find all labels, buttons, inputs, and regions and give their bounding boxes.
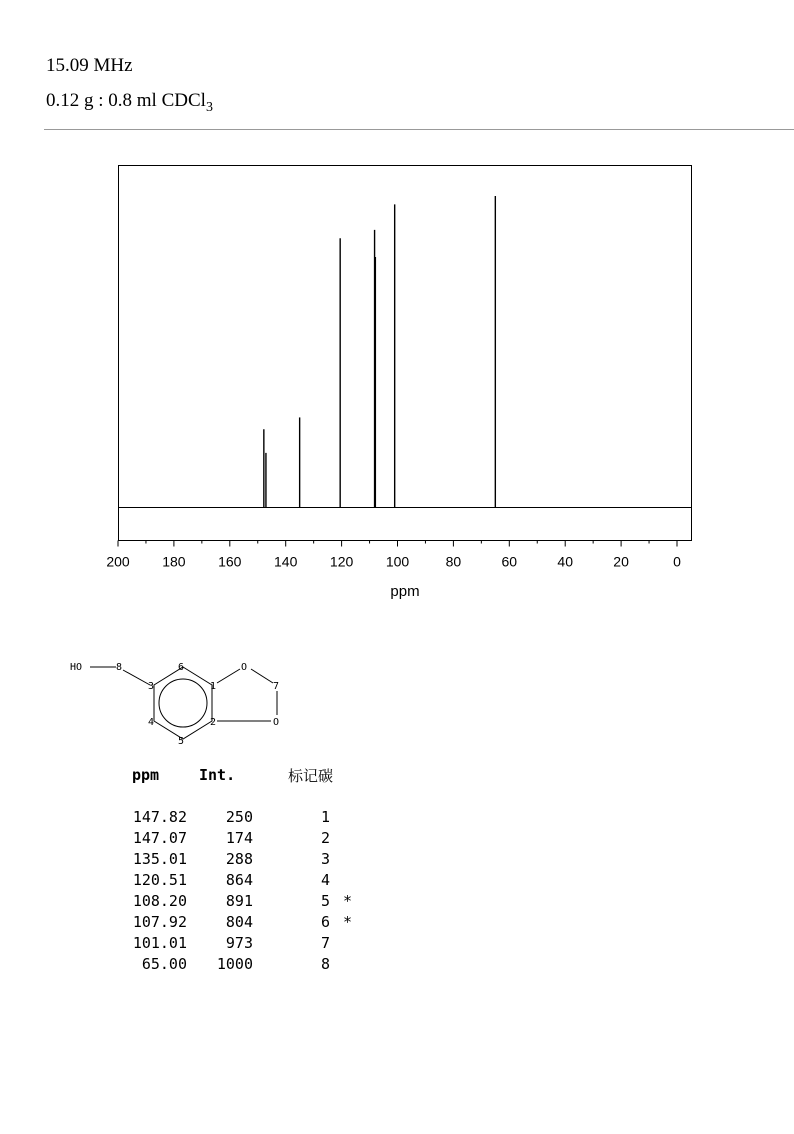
table-header-ppm: ppm [132, 766, 160, 784]
x-axis-label: ppm [390, 583, 420, 600]
x-tick-label: 160 [218, 553, 242, 570]
table-cell-carbon: 5 [321, 892, 331, 910]
table-cell-carbon: 2 [321, 829, 331, 847]
plot-frame [119, 166, 692, 541]
atom-o-bottom: O [273, 717, 280, 728]
x-tick-label: 140 [274, 553, 298, 570]
sample-text: 0.12 g : 0.8 ml CDCl [46, 90, 206, 111]
table-cell-intensity: 891 [225, 892, 253, 910]
table-cell-carbon: 3 [321, 850, 331, 868]
x-tick-label: 80 [445, 553, 462, 570]
spectrometer-frequency: 15.09 MHz [46, 55, 133, 76]
table-cell-intensity: 250 [225, 808, 253, 826]
bond-lines [90, 667, 280, 739]
bond-o-c7 [251, 669, 273, 683]
table-cell-carbon: 6 [321, 913, 331, 931]
aromatic-circle [159, 679, 207, 727]
atom-c8: 8 [116, 662, 123, 673]
table-header-carbon: 标记碳 [288, 767, 334, 785]
table-cell-intensity: 174 [225, 829, 253, 847]
atom-ho: HO [70, 662, 83, 673]
sample-concentration [46, 90, 213, 116]
table-cell-carbon: 1 [321, 808, 331, 826]
table-cell-mark: * [343, 892, 353, 910]
table-cell-ppm: 147.07 [132, 829, 187, 847]
atom-c2: 2 [210, 717, 217, 728]
x-tick-label: 200 [106, 553, 130, 570]
x-tick-label: 60 [501, 553, 518, 570]
x-tick-label: 40 [557, 553, 573, 570]
header-divider [44, 129, 794, 130]
atom-c3: 3 [148, 681, 155, 692]
sample-subscript: 3 [205, 99, 213, 115]
table-cell-intensity: 1000 [216, 955, 253, 973]
x-tick-label: 20 [613, 553, 629, 570]
table-cell-ppm: 65.00 [141, 955, 187, 973]
x-axis [106, 541, 681, 570]
atom-c1: 1 [210, 681, 217, 692]
table-cell-carbon: 4 [321, 871, 331, 889]
table-cell-intensity: 864 [225, 871, 253, 889]
table-cell-ppm: 107.92 [132, 913, 187, 931]
atom-c7: 7 [273, 681, 280, 692]
x-tick-label: 120 [329, 553, 354, 570]
table-cell-intensity: 973 [225, 934, 253, 952]
table-cell-ppm: 120.51 [132, 871, 187, 889]
x-tick-label: 100 [385, 553, 410, 570]
atom-o-top: O [241, 662, 248, 673]
table-cell-mark: * [343, 913, 353, 931]
bond-c8-c3 [123, 670, 150, 685]
table-cell-carbon: 7 [321, 934, 331, 952]
x-tick-label: 180 [162, 553, 186, 570]
atom-c5: 5 [178, 736, 185, 747]
bond-c1-o [217, 669, 240, 683]
table-cell-intensity: 804 [225, 913, 253, 931]
table-header-intensity: Int. [199, 766, 236, 784]
table-cell-intensity: 288 [225, 850, 253, 868]
table-cell-ppm: 108.20 [132, 892, 187, 910]
table-cell-ppm: 135.01 [132, 850, 187, 868]
benzene-ring [154, 667, 212, 739]
molecule-structure [60, 655, 320, 755]
nmr-spectrum-chart [100, 160, 720, 610]
table-cell-ppm: 147.82 [132, 808, 187, 826]
atom-c4: 4 [148, 717, 155, 728]
table-cell-carbon: 8 [321, 955, 331, 973]
table-cell-ppm: 101.01 [132, 934, 187, 952]
atom-c6: 6 [178, 662, 185, 673]
x-tick-label: 0 [673, 553, 681, 570]
peak-series [264, 196, 495, 507]
